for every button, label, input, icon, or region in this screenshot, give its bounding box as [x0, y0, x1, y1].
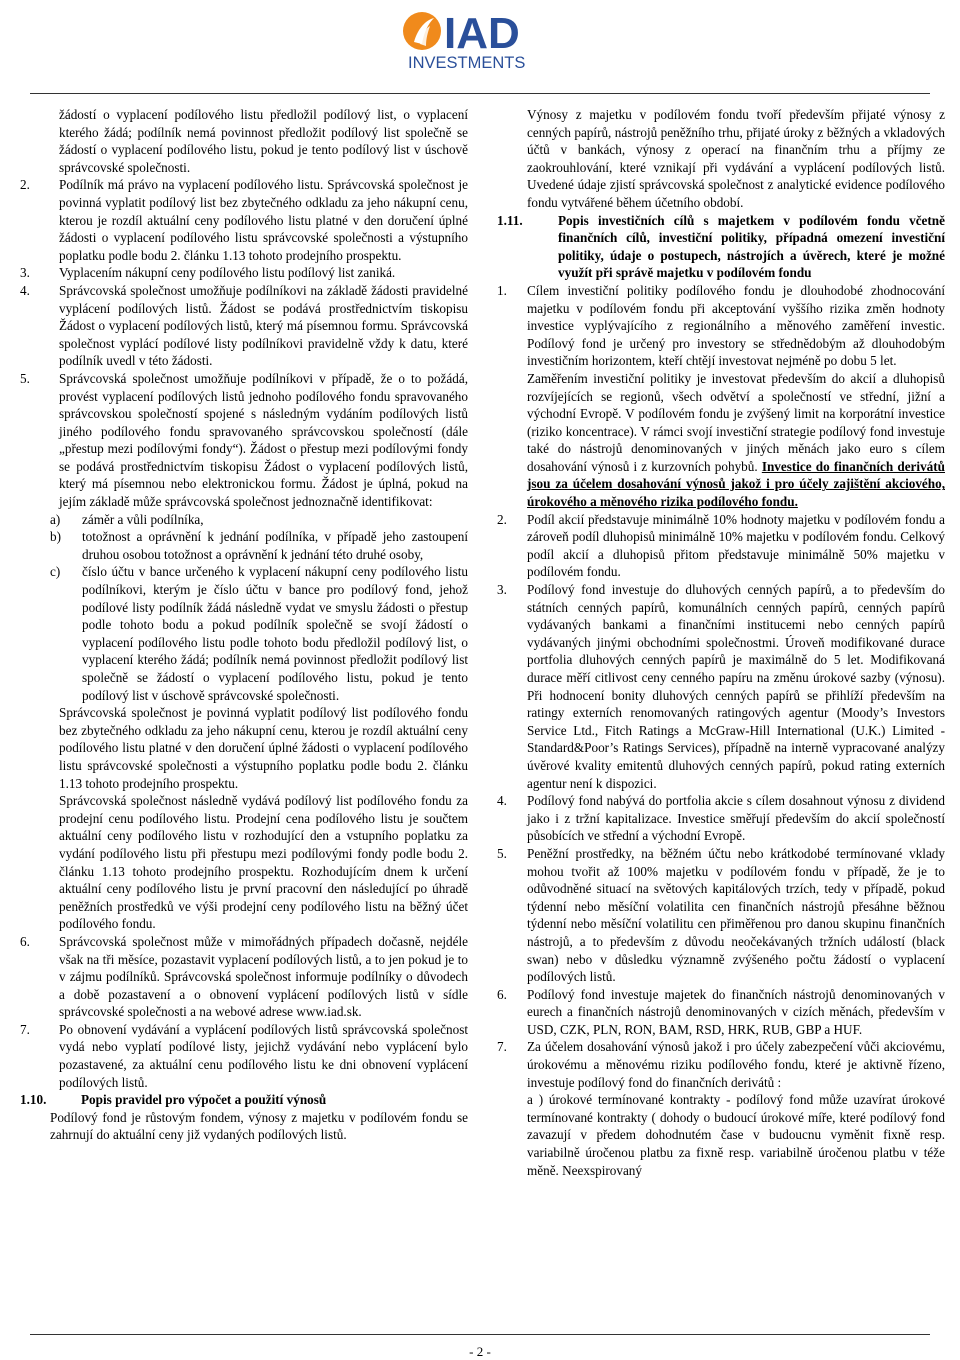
list-item — [497, 792, 945, 845]
left-column — [20, 106, 468, 1144]
item-number: 6. — [497, 986, 507, 1002]
list-item — [497, 511, 945, 581]
item-text: Za účelem dosahování výnosů jakož i pro účely zabezpečení vůči akciovému, úrokovému a měnovému riziku podílového fondu, které je aktivně řízeno, investuje podílový fond do finančních derivátů : — [527, 1039, 945, 1090]
item-number: 1. — [497, 282, 507, 298]
list-item — [20, 176, 468, 264]
item-number: 4. — [497, 793, 507, 809]
section-number: 1.11. — [497, 212, 523, 228]
list-item — [497, 986, 945, 1039]
item-text: Správcovská společnost umožňuje podílníkovi v případě, že o to požádá, provést vyplacení podílových listů jednoho podílového fondu spravovaného správcovskou společností spojené s následným vydáním podílových listů jiného podílového fondu spravovaného správcovskou společností (dále „přestup mezi podílovými fondy“). Žádost o přestup mezi podílovými fondy se podává prostřednictvím tiskopisu Žádost o vyplacení podílových listů, který má písemnou nebo elektronickou formu. Žádost je úplná, pokud na jejím základě může správcovská společnost jednoznačně identifikovat: — [59, 370, 468, 510]
item-text: Podílový fond nabývá do portfolia akcie s cílem dosahnout výnosu z dividend jako i z tržní kapitalizace. Investice směřují především do akcií společností působících ve střední a východní Evropě. — [527, 793, 945, 844]
sub-list-item — [20, 563, 468, 704]
item-number: 4. — [20, 282, 30, 298]
emphasis-text: Investice do finančních derivátů jsou za účelem dosahování výnosů jakož i pro účely zajištění akciového, úrokového a měnového rizika podílového fondu. — [527, 458, 945, 510]
sub-item-letter: a) — [50, 511, 61, 527]
logo-subtext: INVESTMENTS — [408, 54, 526, 72]
item-number: 5. — [497, 845, 507, 861]
item-text: Peněžní prostředky, na běžném účtu nebo krátkodobé termínované vklady mohou tvořit až 100% majetku v podílovém fondu v případě, že je to odůvodněné situací na světových kapitálových trzích, tedy v případě, pokud týdenní nebo měsíční volatilita cen finančních nástrojů přesáhne běžnou týdenní nebo měsíční volatilitu cen přiměřenou pro danou skupinu finančních nástrojů, a to především z důvodu neočekávaných tržních událostí (black swan) nebo v důsledku významně zvýšeného počtu žádostí o vyplacení podílových listů. — [527, 845, 945, 985]
paragraph-continuation: žádostí o vyplacení podílového listu předložil podílový list, o vyplacení kterého žádá; podílník nemá povinnost předložit podílový list společně se žádostí o vyplacení podílového listu, pokud je tento podílový list v úschově správcovské společnosti. — [59, 107, 468, 175]
item-text: Podílový fond investuje do dluhových cenných papírů, a to především do státních cenných papírů, komunálních cenných papírů, cenných papírů vydávaných bankami a finančními institucemi nebo cenných papírů vydávaných jinými obchodními společnostmi. Úroveň modifikované durace portfolia dluhových cenných papírů je maximálně do 5 let. Modifikovaná durace měří citlivost ceny cenného papíru na změnu úrokové sazby (výnosu). Při hodnocení bonity dluhových cenných papírů se přihlíží především na ratingy externích renomovaných ratingových agentur (Moody’s Investors Service Ltd., Fitch Ratings a McGraw-Hill International (U.K.) Limited - Standard&Poor’s Ratings Services), případně na interně vypracované analýzy úvěrové kvality emitentů dluhových cenných papírů, pokud rating externích agentur není k dispozici. — [527, 582, 945, 791]
sub-item-text: záměr a vůli podílníka, — [82, 511, 204, 527]
header-rule — [30, 93, 930, 94]
paragraph: Výnosy z majetku v podílovém fondu tvoří především přijaté výnosy z cenných papírů, nástrojů peněžního trhu, přijaté úroky z běžných a vkladových účtů v bankách, výnosy z operací na finančním trhu a příjmy ze zaokrouhlování, které vznikají při vydávání a vyplácení podílových listů. Uvedené údaje zjistí správcovská společnost z analytické evidence podílového fondu vytvářené během účetního období. — [527, 107, 945, 210]
paragraph: Správcovská společnost následně vydává podílový list podílového fondu za prodejní cenu podílového listu. Prodejní cena podílového listu je součtem aktuální ceny podílového listu v rozhodující den a vstupního poplatku za vydání podílového listu při přestupu mezi podílovými fondy podle bodu 2. článku 1.13 tohoto prodejního prospektu. Rozhodujícím dnem k určení aktuální ceny podílového listu je první pracovní den následující po úhradě peněžních prostředků ve výši prodejní ceny podílového listu na běžný účet podílového fondu. — [59, 793, 468, 932]
right-column — [497, 106, 945, 1179]
list-item — [497, 1038, 945, 1091]
paragraph — [497, 370, 945, 511]
section-heading — [20, 1091, 468, 1109]
sub-item-text: číslo účtu v bance určeného k vyplacení nákupní ceny podílového listu podílníkovi, kterým je číslo účtu v bance pro podílový fond, jehož podílové listy podílník žádá následně vydat ve smyslu žádosti o přestup podle tohoto bodu a pokud podílník společně se svojí žádostí o vyplacení podílového listu podle tohoto bodu předložil podílový list, o vyplacení kterého žádá; podílník nemá povinnost předložit podílový list společně se žádostí o vyplacení podílového listu, pokud je tento podílový list v úschově správcovské společnosti. — [82, 564, 468, 703]
paragraph: Správcovská společnost je povinná vyplatit podílový list podílového fondu bez zbytečného odkladu za jeho nákupní cenu, kterou je rozdíl aktuální ceny podílového listu platné v den doručení úplné žádosti o vyplacení podílového listu správcovské společnosti a výstupního poplatku podle bodu 2. článku 1.13 tohoto prodejního prospektu. — [59, 705, 468, 791]
item-text: Cílem investiční politiky podílového fondu je dlouhodobé zhodnocování majetku v podílovém fondu při akceptování vyššího rizika změn hodnoty investice vyplývajícího z regionálního a měnového zaměření investic. Podílový fond je určený pro investory se střednědobým až dlouhodobým investičním horizontem, kteří chtějí investovat nejméně po dobu 5 let. — [527, 282, 945, 369]
section-number: 1.10. — [20, 1092, 47, 1108]
item-text: Správcovská společnost může v mimořádných případech dočasně, nejdéle však na tři měsíce, pozastavit vyplacení podílových listů, a to jen pokud je to v zájmu podílníků. Správcovská společnost informuje podílníky o důvodech a době pozastavení a o obnovení vyplácení podílových listů v sídle správcovské společnosti a na webové adrese www.iad.sk. — [59, 933, 468, 1020]
item-text: Podíl akcií představuje minimálně 10% hodnoty majetku v podílovém fondu a zároveň podíl dluhopisů minimálně 10% majetku v podílovém fondu. Celkový podíl akcií a dluhopisů přitom představuje minimálně 50% majetku v podílovém fondu. — [527, 511, 945, 580]
item-number: 2. — [497, 511, 507, 527]
item-text: Vyplacením nákupní ceny podílového listu podílový list zaniká. — [59, 265, 396, 281]
page-header — [0, 0, 960, 98]
sub-item-letter: c) — [50, 564, 61, 580]
paragraph: Podílový fond je růstovým fondem, výnosy z majetku v podílovém fondu se zahrnují do aktuální ceny již vydaných podílových listů. — [50, 1109, 468, 1143]
list-item — [497, 581, 945, 792]
item-text: Podílník má právo na vyplacení podílového listu. Správcovská společnost je povinná vyplatit podílový list bez zbytečného odkladu za jeho nákupní cenu, kterou je rozdíl aktuální ceny podílového listu platné v den doručení úplné žádosti o vyplacení podílového listu správcovské společnosti a výstupního poplatku podle bodu 2. článku 1.13 tohoto prodejního prospektu. — [59, 177, 468, 263]
list-item — [20, 282, 468, 370]
item-text: Podílový fond investuje majetek do finančních nástrojů denominovaných v eurech a finančních nástrojů denominovaných v cizích měnách, především v USD, CZK, PLN, RON, BAM, RSD, HRK, RUB, GBP a HUF. — [527, 986, 945, 1037]
item-number: 2. — [20, 177, 30, 193]
paragraph-text: Zaměřením investiční politiky je investovat především do akcií a dluhopisů rozvíjejících se regionů, všech odvětví a společností ve střední, jižní a východní Evropě. V podílovém fondu je zvýšený limit na korporátní investice (riziko koncentrace). V rámci svojí investiční strategie podílový fond investuje také do nástrojů denominovaných v jiných měnách jako euro s cílem dosahování výnosů i z kurzovních pohybů. — [527, 370, 945, 474]
sub-list-item — [20, 528, 468, 563]
item-number: 3. — [497, 582, 507, 598]
iad-investments-logo — [400, 4, 560, 72]
list-item — [20, 264, 468, 282]
section-heading — [497, 212, 945, 282]
logo-text: IAD — [444, 9, 520, 58]
page-number: - 2 - — [469, 1344, 491, 1359]
section-title: Popis investičních cílů s majetkem v podílovém fondu včetně finančních cílů, investiční politiky, případná omezení investiční politiky, údaje o postupech, nástrojích a úvěrech, které je možné využít při správě majetku v podílovém fondu — [558, 212, 945, 281]
item-number: 6. — [20, 933, 30, 949]
list-item — [20, 933, 468, 1021]
item-number: 5. — [20, 370, 30, 386]
sub-list-item — [20, 511, 468, 529]
item-text: Po obnovení vydávání a vyplácení podílových listů správcovská společnost vydá nebo vyplatí podílové listy, jejichž vydávání nebo vyplácení bylo pozastavené, za aktuální cenu podílového listu ke dni obnovení vyplácení podílových listů. — [59, 1021, 468, 1090]
paragraph: a ) úrokové termínované kontrakty - podílový fond může uzavírat úrokové termínované kontrakty ( dohody o budoucí úrokové míře, které podílový fond zavazují v předem dohodnutém čase v budoucnu vyměnit fixně resp. variabilně úročenou platbu za fixně resp. variabilně úročenou platbu v téže měně. Neexspirovaný — [527, 1092, 945, 1178]
item-text: Správcovská společnost umožňuje podílníkovi na základě žádosti pravidelné vyplácení podílových listů. Žádost se podává prostřednictvím tiskopisu Žádost o vyplacení podílových listů, který má písemnou formu. Správcovská společnost vyplácí podílové listy podílníkovi pravidelně vždy k datu, které podílník uvedl v této žádosti. — [59, 282, 468, 369]
list-item — [20, 370, 468, 511]
item-number: 7. — [497, 1039, 507, 1055]
footer-rule — [30, 1334, 930, 1335]
section-title: Popis pravidel pro výpočet a použití výnosů — [81, 1092, 327, 1108]
sub-item-text: totožnost a oprávnění k jednání podílníka, v případě jeho zastoupení druhou osobou totožnost a oprávnění k jednání této druhé osoby, — [82, 529, 468, 562]
item-number: 7. — [20, 1021, 30, 1037]
list-item — [497, 845, 945, 986]
list-item — [497, 282, 945, 370]
sub-item-letter: b) — [50, 529, 61, 545]
list-item — [20, 1021, 468, 1091]
item-number: 3. — [20, 265, 30, 281]
